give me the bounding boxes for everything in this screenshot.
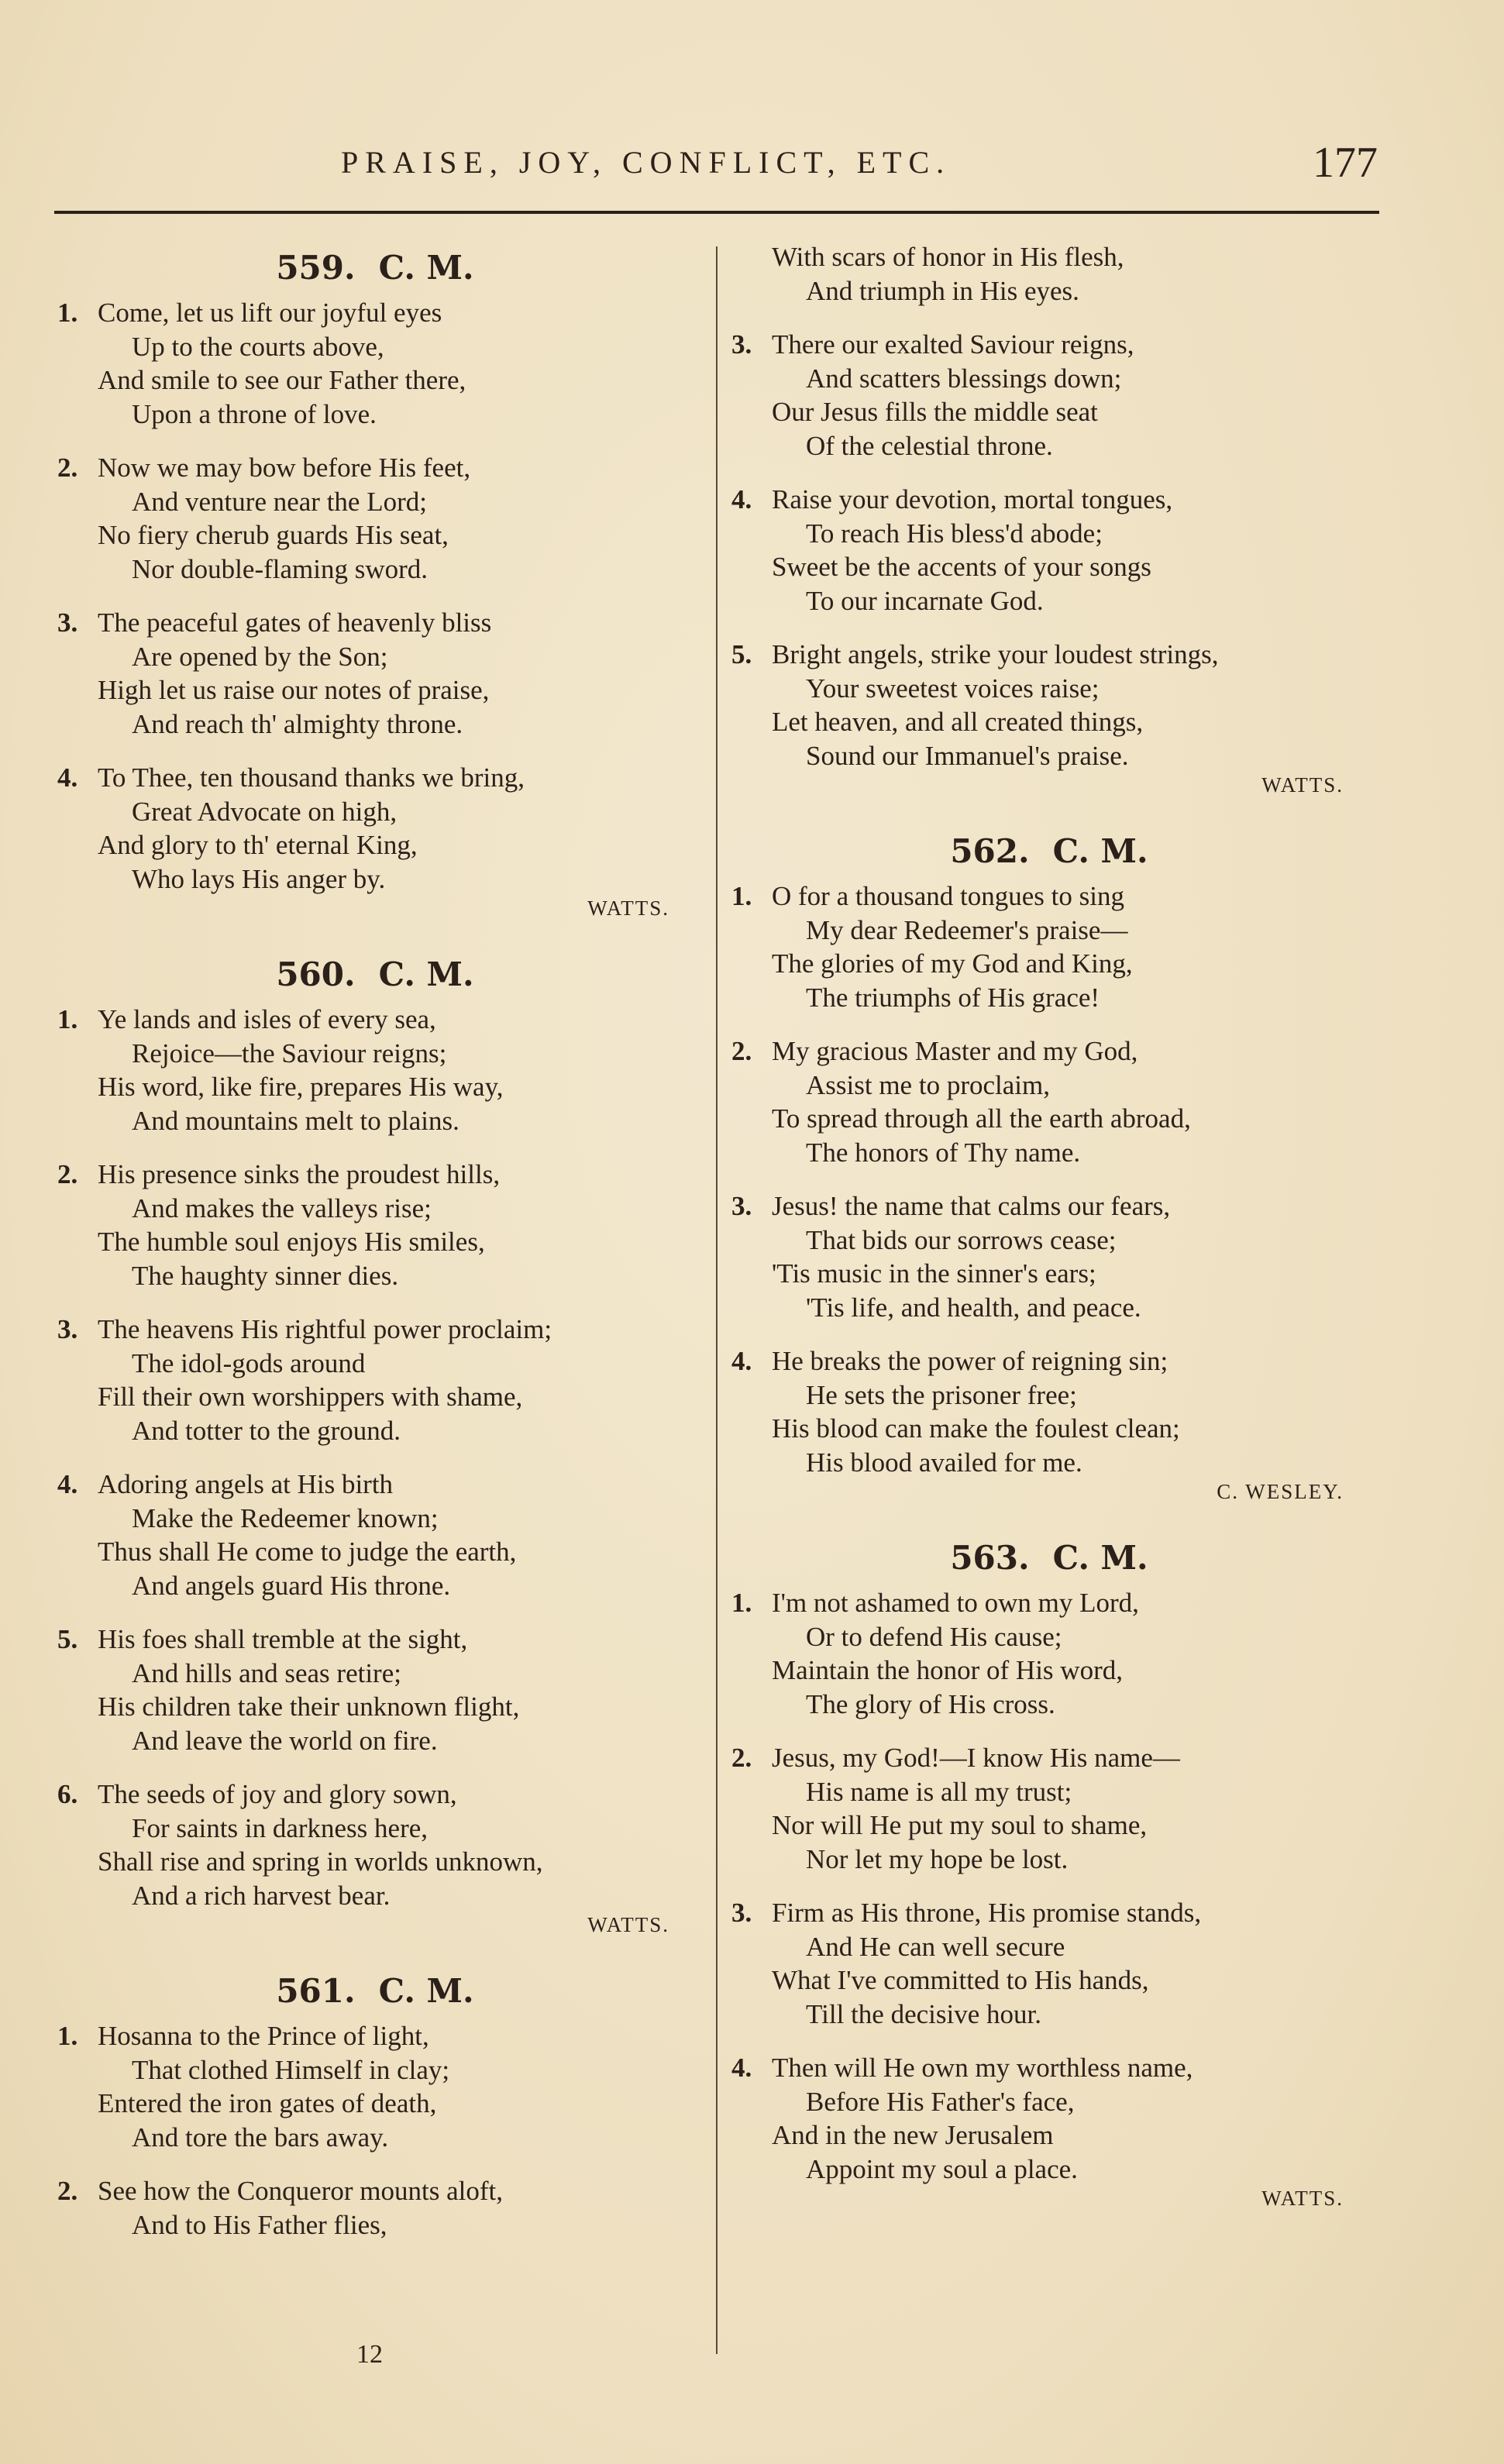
verse-line: And totter to the ground. xyxy=(132,1415,401,1446)
verse-line: His foes shall tremble at the sight, xyxy=(98,1624,468,1654)
verse-line-row xyxy=(57,2174,693,2208)
verse-line-row xyxy=(57,606,693,640)
verse-line: The triumphs of His grace! xyxy=(806,982,1100,1013)
verse-line: And makes the valleys rise; xyxy=(132,1192,432,1223)
verse-line: Firm as His throne, His promise stands, xyxy=(772,1898,1202,1928)
verse-line: Sweet be the accents of your songs xyxy=(772,552,1151,582)
verse-line-row xyxy=(731,2051,1367,2085)
verse-line: The humble soul enjoys His smiles, xyxy=(98,1227,485,1257)
verse-number: 5. xyxy=(57,1624,78,1654)
verse-line: The glories of my God and King, xyxy=(772,948,1133,979)
hymn-meter: C. M. xyxy=(378,955,474,993)
verse-line-row xyxy=(57,2053,693,2087)
verse-line-row xyxy=(731,672,1367,706)
verse-line-row xyxy=(57,1037,693,1071)
verse-line: O for a thousand tongues to sing xyxy=(772,881,1124,911)
verse-line-row xyxy=(57,1347,693,1381)
verse-line-row xyxy=(57,1313,693,1347)
verse-line-row xyxy=(731,1102,1367,1136)
verse-line: Nor let my hope be lost. xyxy=(806,1843,1069,1874)
right-column xyxy=(731,240,1367,2237)
verse-line-row xyxy=(57,1535,693,1569)
verse-line-row xyxy=(57,2019,693,2053)
verse-line-row xyxy=(57,862,693,896)
verse-line: That bids our sorrows cease; xyxy=(806,1224,1117,1255)
verse-line-row xyxy=(731,1620,1367,1654)
verse-line: Up to the courts above, xyxy=(132,331,384,362)
verse-line: Your sweetest voices raise; xyxy=(806,673,1100,704)
hymn-author: WATTS. xyxy=(587,896,669,920)
verse-line-row xyxy=(57,1003,693,1037)
verse-line: The glory of His cross. xyxy=(806,1688,1055,1719)
verse-line-row xyxy=(731,483,1367,517)
hymn-meter: C. M. xyxy=(378,1972,474,2010)
verse-line-row xyxy=(57,1070,693,1104)
verse-line-row xyxy=(731,1998,1367,2032)
verse-line: And triumph in His eyes. xyxy=(806,275,1079,306)
verse-line: And scatters blessings down; xyxy=(806,363,1122,394)
verse-number: 3. xyxy=(731,329,752,360)
hymn-heading xyxy=(57,1963,693,2019)
verse-line: His blood can make the foulest clean; xyxy=(772,1413,1180,1444)
hymn xyxy=(731,240,1367,800)
verse-line-row xyxy=(731,1257,1367,1291)
verse-line: See how the Conqueror mounts aloft, xyxy=(98,2176,503,2206)
verse xyxy=(57,451,693,586)
verse-line-row xyxy=(57,795,693,829)
verse-line: The peaceful gates of heavenly bliss xyxy=(98,607,492,638)
verse-number: 3. xyxy=(731,1898,752,1928)
verse-line-row xyxy=(57,1158,693,1192)
verse-line-row xyxy=(731,395,1367,429)
verse-line-row xyxy=(57,640,693,674)
verse-line: Appoint my soul a place. xyxy=(806,2153,1078,2184)
verse-line: To our incarnate God. xyxy=(806,585,1044,616)
verse-line-row xyxy=(57,828,693,862)
verse-number: 2. xyxy=(731,1743,752,1773)
verse-line: I'm not ashamed to own my Lord, xyxy=(772,1588,1139,1618)
verse-line: The honors of Thy name. xyxy=(806,1137,1081,1168)
verse-line-row xyxy=(57,2087,693,2121)
verse-line: Are opened by the Son; xyxy=(132,641,388,672)
verse-line-row xyxy=(731,550,1367,584)
verse xyxy=(57,761,693,896)
verse-line: Then will He own my worthless name, xyxy=(772,2053,1193,2083)
verse-line: Ye lands and isles of every sea, xyxy=(98,1004,436,1034)
verse-line: No fiery cherub guards His seat, xyxy=(98,520,449,550)
verse xyxy=(731,240,1367,308)
verse-line: Rejoice—the Saviour reigns; xyxy=(132,1038,447,1069)
verse-line-row xyxy=(731,1034,1367,1069)
verse-line-row xyxy=(731,1223,1367,1258)
verse-line: Entered the iron gates of death, xyxy=(98,2088,437,2118)
verse-line: 'Tis music in the sinner's ears; xyxy=(772,1258,1096,1289)
verse-line: And reach th' almighty throne. xyxy=(132,708,463,739)
verse-line-row xyxy=(57,2121,693,2155)
verse-line: Hosanna to the Prince of light, xyxy=(98,2021,429,2051)
verse-line-row xyxy=(731,1896,1367,1930)
verse-line: Fill their own worshippers with shame, xyxy=(98,1382,523,1412)
verse-line: For saints in darkness here, xyxy=(132,1812,428,1843)
verse xyxy=(731,1344,1367,1479)
verse-number: 1. xyxy=(731,881,752,911)
verse xyxy=(57,296,693,431)
verse-line: He sets the prisoner free; xyxy=(806,1379,1077,1410)
verse xyxy=(57,1468,693,1602)
verse-line-row xyxy=(57,397,693,432)
verse-line-row xyxy=(731,1963,1367,1998)
verse-line: And glory to th' eternal King, xyxy=(98,830,418,860)
hymn-heading xyxy=(731,824,1367,879)
hymn-author: C. WESLEY. xyxy=(1217,1480,1344,1503)
verse-line-row xyxy=(57,707,693,742)
page-number: 177 xyxy=(1313,139,1378,187)
verse-number: 2. xyxy=(57,1159,78,1189)
hymn xyxy=(731,1530,1367,2214)
hymn-author: WATTS. xyxy=(1261,2187,1344,2210)
verse-line-row xyxy=(57,1104,693,1138)
verse-line-row xyxy=(731,2085,1367,2119)
hymn xyxy=(731,824,1367,1507)
verse-line: And leave the world on fire. xyxy=(132,1725,438,1756)
verse-line: Nor will He put my soul to shame, xyxy=(772,1810,1148,1840)
verse-line: Jesus! the name that calms our fears, xyxy=(772,1191,1171,1221)
verse xyxy=(731,1586,1367,1721)
verse-line-row xyxy=(57,485,693,519)
verse xyxy=(731,2051,1367,2186)
verse xyxy=(731,1189,1367,1324)
verse-line: My gracious Master and my God, xyxy=(772,1036,1138,1066)
verse-line: Make the Redeemer known; xyxy=(132,1502,439,1533)
verse-line: Great Advocate on high, xyxy=(132,796,398,827)
verse-line-row xyxy=(731,2118,1367,2153)
verse-line: Of the celestial throne. xyxy=(806,430,1053,461)
verse-line: What I've committed to His hands, xyxy=(772,1965,1149,1995)
hymn xyxy=(57,1963,693,2242)
verse-line-row xyxy=(731,274,1367,308)
verse-line: Nor double-flaming sword. xyxy=(132,553,428,584)
verse-line-row xyxy=(57,330,693,364)
verse-line-row xyxy=(731,1586,1367,1620)
verse-line-row xyxy=(57,296,693,330)
verse-line: And in the new Jerusalem xyxy=(772,2120,1054,2150)
verse-line-row xyxy=(57,2208,693,2242)
running-title: PRAISE, JOY, CONFLICT, ETC. xyxy=(341,145,952,180)
verse-line: Bright angels, strike your loudest strings, xyxy=(772,639,1219,669)
verse-line: Raise your devotion, mortal tongues, xyxy=(772,484,1173,514)
verse xyxy=(57,2019,693,2154)
verse-line-row xyxy=(57,1414,693,1448)
verse-line-row xyxy=(57,1380,693,1414)
verse-line-row xyxy=(57,552,693,587)
hymn-number: 562. xyxy=(950,832,1030,870)
verse xyxy=(57,606,693,741)
verse-line-row xyxy=(57,1623,693,1657)
verse-line-row xyxy=(731,1344,1367,1378)
verse-line-row xyxy=(731,981,1367,1015)
verse-line: 'Tis life, and health, and peace. xyxy=(806,1292,1141,1323)
verse-number: 3. xyxy=(731,1191,752,1221)
verse-line-row xyxy=(731,1291,1367,1325)
verse-line-row xyxy=(731,1189,1367,1223)
verse xyxy=(57,1313,693,1447)
verse-number: 4. xyxy=(57,762,78,793)
verse-line-row xyxy=(57,518,693,552)
verse-line-row xyxy=(731,1775,1367,1809)
verse xyxy=(731,638,1367,773)
verse-line-row xyxy=(731,517,1367,551)
verse-line: Before His Father's face, xyxy=(806,2086,1075,2117)
verse-number: 1. xyxy=(731,1588,752,1618)
hymn-meter: C. M. xyxy=(1052,1539,1148,1577)
verse-line-row xyxy=(731,947,1367,981)
hymn-heading xyxy=(731,1530,1367,1586)
verse-line-row xyxy=(57,673,693,707)
verse-line: And venture near the Lord; xyxy=(132,486,427,517)
verse xyxy=(731,1741,1367,1876)
verse-line: There our exalted Saviour reigns, xyxy=(772,329,1134,360)
verse-number: 2. xyxy=(57,453,78,483)
verse-number: 5. xyxy=(731,639,752,669)
verse-line: And a rich harvest bear. xyxy=(132,1880,391,1911)
verse-line-row xyxy=(57,1845,693,1879)
verse xyxy=(57,1003,693,1137)
verse-line: Adoring angels at His birth xyxy=(98,1469,394,1499)
verse-line: And smile to see our Father there, xyxy=(98,365,466,395)
verse xyxy=(57,1623,693,1757)
verse-line: And mountains melt to plains. xyxy=(132,1105,459,1136)
verse-line-row xyxy=(731,879,1367,914)
verse-line: Upon a throne of love. xyxy=(132,398,377,429)
page-header xyxy=(0,138,1504,200)
verse-line: Jesus, my God!—I know His name— xyxy=(772,1743,1180,1773)
verse-line: Let heaven, and all created things, xyxy=(772,707,1144,737)
hymn-heading xyxy=(57,947,693,1003)
verse-line: His blood availed for me. xyxy=(806,1447,1082,1478)
verse-line-row xyxy=(57,1657,693,1691)
verse-line: The haughty sinner dies. xyxy=(132,1260,399,1291)
verse-line: And tore the bars away. xyxy=(132,2122,389,2153)
verse-line: Or to defend His cause; xyxy=(806,1621,1062,1652)
hymn-author: WATTS. xyxy=(587,1913,669,1936)
verse-line-row xyxy=(731,584,1367,618)
verse-line-row xyxy=(57,451,693,485)
verse xyxy=(731,1034,1367,1169)
verse-line-row xyxy=(57,1259,693,1293)
verse-line: With scars of honor in His flesh, xyxy=(772,242,1124,272)
verse-line-row xyxy=(57,1724,693,1758)
column-divider xyxy=(716,246,718,2354)
verse-line: My dear Redeemer's praise— xyxy=(806,914,1128,945)
verse-line: And hills and seas retire; xyxy=(132,1657,401,1688)
hymn xyxy=(57,240,693,924)
verse-line: His presence sinks the proudest hills, xyxy=(98,1159,501,1189)
verse-line-row xyxy=(57,761,693,795)
verse-line-row xyxy=(57,1502,693,1536)
verse-line-row xyxy=(731,362,1367,396)
hymn-number: 563. xyxy=(950,1539,1030,1577)
verse-line-row xyxy=(731,1136,1367,1170)
hymn-number: 561. xyxy=(276,1972,356,2010)
verse xyxy=(731,1896,1367,2031)
verse-line: His children take their unknown flight, xyxy=(98,1691,520,1722)
verse-number: 2. xyxy=(57,2176,78,2206)
verse-line-row xyxy=(731,739,1367,773)
verse-line: The heavens His rightful power proclaim; xyxy=(98,1314,552,1344)
verse-line: He breaks the power of reigning sin; xyxy=(772,1346,1168,1376)
verse-line: To reach His bless'd abode; xyxy=(806,518,1103,549)
verse-line-row xyxy=(57,1569,693,1603)
hymn-number: 560. xyxy=(276,955,356,993)
verse-line: Thus shall He come to judge the earth, xyxy=(98,1537,517,1567)
verse-line: Till the decisive hour. xyxy=(806,1998,1041,2029)
verse-line-row xyxy=(731,1069,1367,1103)
left-column xyxy=(57,240,693,2265)
verse-number: 2. xyxy=(731,1036,752,1066)
verse-number: 6. xyxy=(57,1779,78,1809)
verse-line: High let us raise our notes of praise, xyxy=(98,675,490,705)
verse-line: Shall rise and spring in worlds unknown, xyxy=(98,1846,543,1877)
verse-line: Come, let us lift our joyful eyes xyxy=(98,298,442,328)
verse-number: 1. xyxy=(57,2021,78,2051)
verse-line-row xyxy=(731,429,1367,463)
verse-number: 3. xyxy=(57,1314,78,1344)
verse-line-row xyxy=(57,1777,693,1812)
verse-line-row xyxy=(731,328,1367,362)
verse-line-row xyxy=(731,1412,1367,1446)
verse-number: 1. xyxy=(57,298,78,328)
verse-line: His name is all my trust; xyxy=(806,1776,1072,1807)
verse-number: 4. xyxy=(731,484,752,514)
verse-line-row xyxy=(731,1741,1367,1775)
verse-line-row xyxy=(57,1690,693,1724)
hymn-meter: C. M. xyxy=(378,249,474,287)
verse-line-row xyxy=(57,1812,693,1846)
verse-number: 4. xyxy=(57,1469,78,1499)
verse xyxy=(57,1777,693,1912)
hymn-author: WATTS. xyxy=(1261,773,1344,797)
verse-line-row xyxy=(731,2153,1367,2187)
verse-line: The seeds of joy and glory sown, xyxy=(98,1779,457,1809)
verse-line-row xyxy=(731,1378,1367,1413)
header-rule xyxy=(54,211,1379,214)
verse-number: 4. xyxy=(731,2053,752,2083)
verse-line-row xyxy=(57,1225,693,1259)
verse-line-row xyxy=(731,1843,1367,1877)
verse xyxy=(731,328,1367,463)
verse xyxy=(731,879,1367,1014)
verse-line-row xyxy=(731,1808,1367,1843)
verse-line-row xyxy=(731,914,1367,948)
printer-signature: 12 xyxy=(356,2340,383,2369)
verse-line: And to His Father flies, xyxy=(132,2209,387,2240)
verse-number: 4. xyxy=(731,1346,752,1376)
verse-line-row xyxy=(57,1192,693,1226)
hymn-number: 559. xyxy=(276,249,356,287)
verse-line: And angels guard His throne. xyxy=(132,1570,451,1601)
verse-line: And He can well secure xyxy=(806,1931,1065,1962)
verse-number: 1. xyxy=(57,1004,78,1034)
hymn xyxy=(57,947,693,1940)
verse-line: That clothed Himself in clay; xyxy=(132,2054,450,2085)
hymn-heading xyxy=(57,240,693,296)
verse-line: To Thee, ten thousand thanks we bring, xyxy=(98,762,525,793)
verse-line: Sound our Immanuel's praise. xyxy=(806,740,1129,771)
verse-line-row xyxy=(731,705,1367,739)
verse-number: 3. xyxy=(57,607,78,638)
verse-line-row xyxy=(57,363,693,397)
verse-line-row xyxy=(731,1654,1367,1688)
verse xyxy=(731,483,1367,618)
verse-line: To spread through all the earth abroad, xyxy=(772,1103,1191,1134)
verse-line: Maintain the honor of His word, xyxy=(772,1655,1123,1685)
verse-line: Now we may bow before His feet, xyxy=(98,453,471,483)
verse-line-row xyxy=(731,1446,1367,1480)
verse-line-row xyxy=(57,1879,693,1913)
verse-line: Assist me to proclaim, xyxy=(806,1069,1050,1100)
verse-line: His word, like fire, prepares His way, xyxy=(98,1072,504,1102)
verse-line-row xyxy=(731,638,1367,672)
verse-line: Who lays His anger by. xyxy=(132,863,386,894)
verse-line-row xyxy=(731,1688,1367,1722)
verse-line: Our Jesus fills the middle seat xyxy=(772,397,1098,427)
verse xyxy=(57,1158,693,1292)
verse-line: The idol-gods around xyxy=(132,1347,366,1378)
verse-line-row xyxy=(57,1468,693,1502)
verse-line-row xyxy=(731,1930,1367,1964)
hymn-meter: C. M. xyxy=(1052,832,1148,870)
verse-line-row xyxy=(731,240,1367,274)
verse xyxy=(57,2174,693,2242)
